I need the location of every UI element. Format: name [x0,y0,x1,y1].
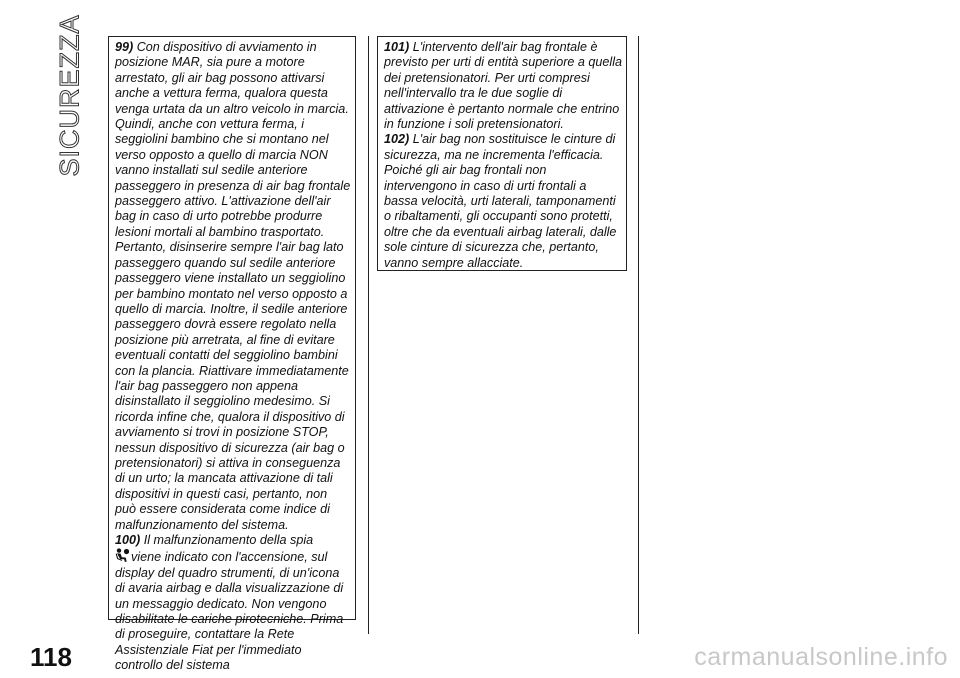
note-text: viene indicato con l'accensione, sul display del quadro strumenti, di un'icona di avaria airbag e dalla visualizzazione di un messaggio dedicato. Non vengono disabilitate le cariche pirotecniche. Prima di proseguire, contattare la Rete Assistenziale Fiat per l'immediato controllo del sistema [115,550,344,673]
note-text: Il malfunzionamento della spia [143,533,314,547]
watermark: carmanualsonline.info [694,643,948,671]
notes-box-right [377,36,627,271]
note-100 [115,533,351,674]
column-divider-left [368,36,369,634]
note-99 [115,40,351,533]
section-label [52,13,88,177]
note-text: L'intervento dell'air bag frontale è previsto per urti di entità superiore a quella dei pretensionatori. Per urti compresi nell'intervallo tra le due soglie di attivazione è pertanto normale che entrino in funzione i soli pretensionatori. [384,40,623,132]
section-label-text: SICUREZZA [54,13,85,177]
note-number: 102) [384,132,410,147]
notes-box-left [108,36,356,673]
note-number: 101) [384,40,410,54]
note-number: 100) [115,533,141,547]
note-number: 99) [115,40,134,54]
note-102 [384,132,622,271]
airbag-warning-icon [115,548,129,563]
note-text: Con dispositivo di avviamento in posizione MAR, sia pure a motore arrestato, gli air bag possono attivarsi anche a vettura ferma, qualora questa venga urtata da un altro veicolo in marcia. Quindi, anche con vettura ferma, i seggiolini bambino che si montano nel verso opposto a quello di marcia NON vanno installati sul sedile anteriore passeggero in presenza di air bag frontale passeggero attivo. L'attivazione dell'air bag in caso di urto potrebbe produrre lesioni mortali al bambino trasportato. Pertanto, disinserire sempre l'air bag lato passeggero quando sul sedile anteriore passeggero viene installato un seggiolino per bambino montato nel verso opposto a quello di marcia. Inoltre, il sedile anteriore passeggero dovrà essere regolato nella posizione più arretrata, al fine di evitare eventuali contatti del seggiolino bambini con la plancia. Riattivare immediatamente l'air bag passeggero non appena disinstallato il seggiolino medesimo. Si ricorda infine che, qualora il dispositivo di avviamento si trovi in posizione STOP, nessun dispositivo di sicurezza (air bag o pretensionatori) si attiva in conseguenza di un urto; la mancata attivazione di tali dispositivi in questi casi, pertanto, non può essere considerata come indice di malfunzionamento del sistema. [115,40,351,532]
page-number: 118 [30,642,72,672]
note-text: L'air bag non sostituisce le cinture di sicurezza, ma ne incrementa l'efficacia. Poiché gli air bag frontali non intervengono in caso di urti frontali a bassa velocità, urti laterali, tamponamenti o ribaltamenti, gli occupanti sono protetti, oltre che da eventuali airbag laterali, dalle sole cinture di sicurezza che, pertanto, vanno sempre allacciate. [384,132,617,270]
note-101 [384,40,622,132]
column-divider-right [638,36,639,634]
